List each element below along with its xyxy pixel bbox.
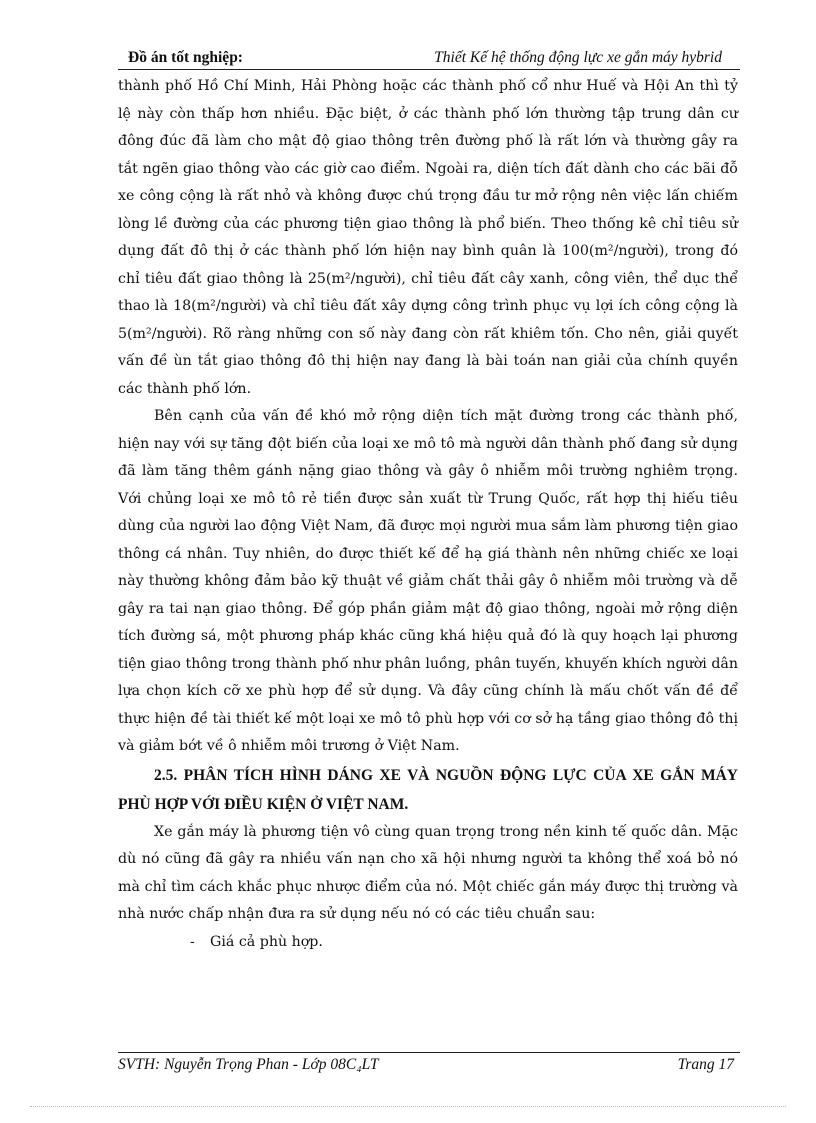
page-header <box>118 47 740 70</box>
bullet-item <box>118 929 738 957</box>
footer-page-number: Trang 17 <box>677 1056 734 1073</box>
page-body <box>118 73 738 956</box>
footer-author: SVTH: Nguyễn Trọng Phan - Lớp 08C₄LT <box>118 1056 379 1073</box>
section-heading: 2.5. PHÂN TÍCH HÌNH DÁNG XE VÀ NGUỒN ĐỘNG LỰC CỦA XE GẮN MÁY PHÙ HỢP VỚI ĐIỀU KIỆN Ở VIỆT NAM. <box>118 766 738 813</box>
bullet-text: Giá cả phù hợp. <box>210 933 323 950</box>
header-left-title: Đồ án tốt nghiệp: <box>128 49 243 66</box>
page-footer <box>118 1052 740 1081</box>
paragraph-continued: thành phố Hồ Chí Minh, Hải Phòng hoặc các thành phố cổ như Huế và Hội An thì tỷ lệ này còn thấp hơn nhiều. Đặc biệt, ở các thành phố lớn thường tập trung dân cư đông đúc đã làm cho mật độ giao thông trên đường phố là rất lớn và thường gây ra tắt ngẽn giao thông vào các giờ cao điểm. Ngoài ra, diện tích đất dành cho các bãi đỗ xe công cộng là rất nhỏ và không được chú trọng đầu tư mở rộng nên việc lấn chiếm lòng lề đường của các phương tiện giao thông là phổ biến. Theo thống kê chỉ tiêu sử dụng đất đô thị ở các thành phố lớn hiện nay bình quân là 100(m²/người), trong đó chỉ tiêu đất giao thông là 25(m²/người), chỉ tiêu đất cây xanh, công viên, thể dục thể thao là 18(m²/người) và chỉ tiêu đất xây dựng công trình phục vụ lợi ích công cộng là 5(m²/người). Rõ ràng những con số này đang còn rất khiêm tốn. Cho nên, giải quyết vấn đề ùn tắt giao thông đô thị hiện nay đang là bài toán nan giải của chính quyền các thành phố lớn. <box>118 78 738 397</box>
paragraph: Bên cạnh của vấn đề khó mở rộng diện tích mặt đường trong các thành phố, hiện nay với sự tăng đột biến của loại xe mô tô mà người dân thành phố đang sử dụng đã làm tăng thêm gánh nặng giao thông và gây ô nhiễm môi trường nghiêm trọng. Với chủng loại xe mô tô rẻ tiền được sản xuất từ Trung Quốc, rất hợp thị hiếu tiêu dùng của người lao động Việt Nam, đã được mọi người mua sắm làm phương tiện giao thông cá nhân. Tuy nhiên, do được thiết kế để hạ giá thành nên những chiếc xe loại này thường không đảm bảo kỹ thuật về giảm chất thải gây ô nhiễm môi trường và dễ gây ra tai nạn giao thông. Để góp phần giảm mật độ giao thông, ngoài mở rộng diện tích đường sá, một phương pháp khác cũng khá hiệu quả đó là quy hoạch lại phương tiện giao thông trong thành phố như phân luồng, phân tuyến, khuyến khích người dân lựa chọn kích cỡ xe phù hợp để sử dụng. Và đây cũng chính là mấu chốt vấn đề để thực hiện đề tài thiết kế một loại xe mô tô phù hợp với cơ sở hạ tầng giao thông đô thị và giảm bớt về ô nhiễm môi trương ở Việt Nam. <box>118 408 738 754</box>
bullet-dash: - <box>190 933 195 950</box>
header-right-title: Thiết Kế hệ thống động lực xe gắn máy hybrid <box>434 49 722 66</box>
section-paragraph: Xe gắn máy là phương tiện vô cùng quan trọng trong nền kinh tế quốc dân. Mặc dù nó cũng đã gây ra nhiều vấn nạn cho xã hội nhưng người ta không thể xoá bỏ nó mà chỉ tìm cách khắc phục nhược điểm của nó. Một chiếc gắn máy được thị trường và nhà nước chấp nhận đưa ra sử dụng nếu nó có các tiêu chuẩn sau: <box>118 823 738 922</box>
page-bottom-divider <box>30 1106 786 1107</box>
